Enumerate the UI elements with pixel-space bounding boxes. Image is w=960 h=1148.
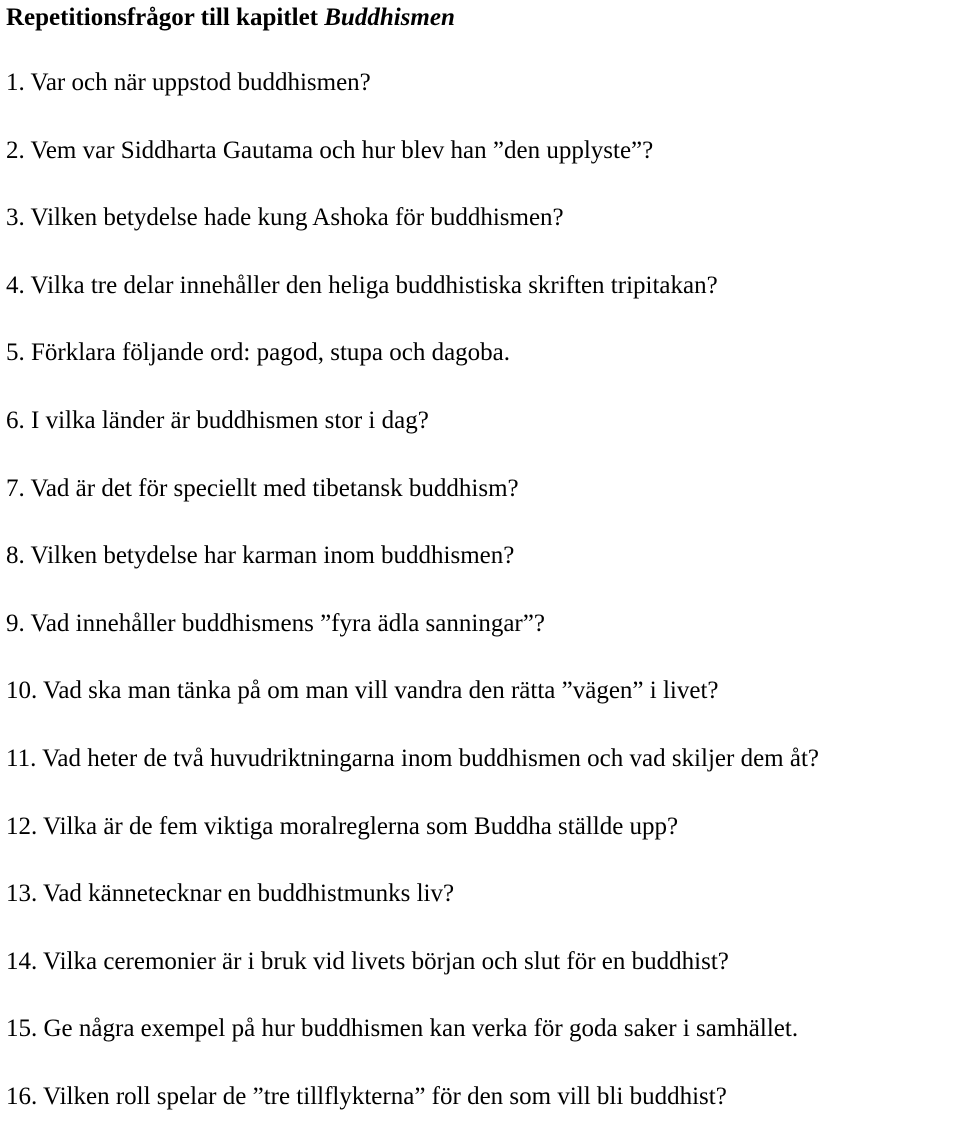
question-item: 7. Vad är det för speciellt med tibetansk buddhism?: [6, 474, 519, 502]
question-item: 11. Vad heter de två huvudriktningarna inom buddhismen och vad skiljer dem åt?: [6, 744, 820, 772]
page-title: [6, 2, 455, 34]
question-item: 14. Vilka ceremonier är i bruk vid livets början och slut för en buddhist?: [6, 947, 729, 975]
question-item: 2. Vem var Siddharta Gautama och hur blev han ”den upplyste”?: [6, 136, 654, 164]
question-item: 5. Förklara följande ord: pagod, stupa och dagoba.: [6, 339, 511, 367]
question-item: 10. Vad ska man tänka på om man vill vandra den rätta ”vägen” i livet?: [6, 677, 719, 705]
question-item: 13. Vad kännetecknar en buddhistmunks liv?: [6, 880, 455, 908]
question-item: 6. I vilka länder är buddhismen stor i dag?: [6, 406, 429, 434]
question-item: 1. Var och när uppstod buddhismen?: [6, 69, 371, 96]
question-item: 12. Vilka är de fem viktiga moralreglerna som Buddha ställde upp?: [6, 812, 679, 840]
question-list: [6, 66, 956, 1148]
title-subject: Buddhismen: [324, 4, 455, 31]
question-item: 15. Ge några exempel på hur buddhismen kan verka för goda saker i samhället.: [6, 1015, 799, 1043]
question-item: 3. Vilken betydelse hade kung Ashoka för buddhismen?: [6, 204, 564, 232]
question-item: 8. Vilken betydelse har karman inom buddhismen?: [6, 542, 515, 570]
question-item: 9. Vad innehåller buddhismens ”fyra ädla sanningar”?: [6, 609, 545, 637]
question-item: 16. Vilken roll spelar de ”tre tillflykterna” för den som vill bli buddhist?: [6, 1082, 727, 1110]
title-prefix: Repetitionsfrågor till kapitlet: [6, 4, 325, 31]
question-item: 4. Vilka tre delar innehåller den heliga buddhistiska skriften tripitakan?: [6, 271, 718, 299]
